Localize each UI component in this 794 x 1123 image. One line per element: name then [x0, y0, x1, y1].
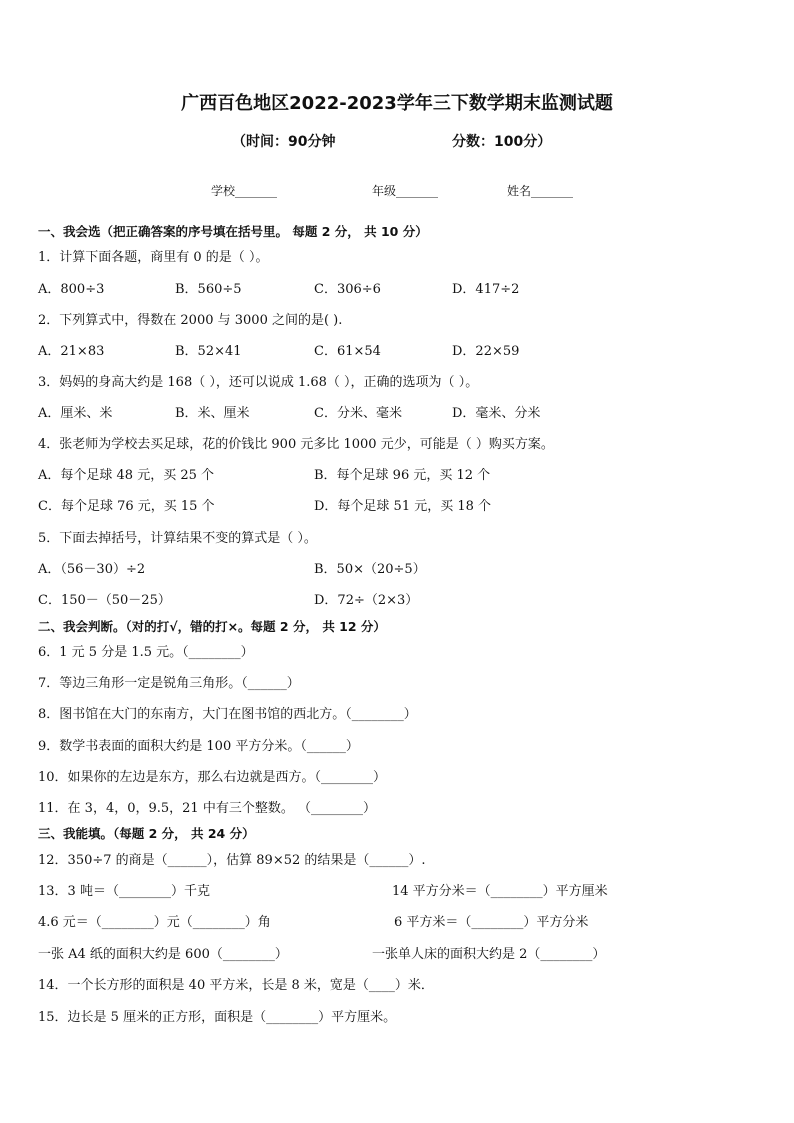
question-7: 7．等边三角形一定是锐角三角形。（______）: [38, 676, 300, 691]
option-c: C．306÷6: [314, 282, 381, 297]
option-b: B．每个足球 96 元，买 12 个: [314, 468, 491, 483]
page-title: 广西百色地区2022-2023学年三下数学期末监测试题: [181, 93, 613, 114]
question-4-stem: 4．张老师为学校去买足球，花的价钱比 900 元多比 1000 元少，可能是（ ）购买方案。: [38, 437, 554, 452]
section-heading-1: 一、我会选（把正确答案的序号填在括号里。 每题 2 分， 共 10 分）: [38, 224, 428, 239]
option-a: A．21×83: [38, 344, 105, 359]
grade-field: 年级_______: [372, 184, 439, 198]
question-6: 6．1 元 5 分是 1.5 元。（________）: [38, 645, 254, 660]
question-12: 12．350÷7 的商是（______），估算 89×52 的结果是（______）.: [38, 853, 426, 868]
option-a: A．（56－30）÷2: [38, 562, 146, 577]
question-3-stem: 3．妈妈的身高大约是 168（ ），还可以说成 1.68（ ），正确的选项为（ ）。: [38, 375, 479, 390]
question-15: 15．边长是 5 厘米的正方形，面积是（________）平方厘米。: [38, 1010, 397, 1025]
option-d: D．417÷2: [452, 282, 520, 297]
option-b: B．50×（20÷5）: [314, 562, 426, 577]
exam-score: 分数：100分）: [452, 134, 552, 150]
section-heading-3: 三、我能填。（每题 2 分， 共 24 分）: [38, 826, 255, 841]
question-2-stem: 2．下列算式中，得数在 2000 与 3000 之间的是( ).: [38, 313, 343, 328]
question-8: 8．图书馆在大门的东南方，大门在图书馆的西北方。（________）: [38, 707, 417, 722]
exam-time: （时间：90分钟: [232, 134, 336, 150]
option-b: B．52×41: [175, 344, 242, 359]
option-b: B．米、厘米: [175, 406, 250, 421]
option-c: C．150－（50－25）: [38, 593, 171, 608]
option-d: D．毫米、分米: [452, 406, 541, 421]
section-heading-2: 二、我会判断。（对的打√，错的打×。每题 2 分， 共 12 分）: [38, 619, 386, 634]
question-13-part-b: 14 平方分米＝（________）平方厘米: [392, 884, 608, 899]
school-field: 学校_______: [211, 184, 278, 198]
name-field: 姓名_______: [507, 184, 574, 198]
question-13-part-e: 一张 A4 纸的面积大约是 600（________）: [38, 947, 288, 962]
question-13-part-d: 6 平方米＝（________）平方分米: [394, 915, 589, 930]
option-a: A．厘米、米: [38, 406, 113, 421]
option-c: C．每个足球 76 元，买 15 个: [38, 499, 215, 514]
option-c: C．61×54: [314, 344, 381, 359]
question-11: 11．在 3，4，0，9.5，21 中有三个整数。 （________）: [38, 801, 376, 816]
question-13-part-c: 4.6 元＝（________）元（________）角: [38, 915, 271, 930]
option-d: D．22×59: [452, 344, 520, 359]
option-c: C．分米、毫米: [314, 406, 402, 421]
option-b: B．560÷5: [175, 282, 242, 297]
question-13-part-a: 13．3 吨＝（________）千克: [38, 884, 210, 899]
option-a: A．800÷3: [38, 282, 105, 297]
option-a: A．每个足球 48 元，买 25 个: [38, 468, 215, 483]
question-1-stem: 1．计算下面各题，商里有 0 的是（ ）。: [38, 250, 269, 265]
question-14: 14．一个长方形的面积是 40 平方米，长是 8 米，宽是（____）米．: [38, 978, 434, 993]
question-10: 10．如果你的左边是东方，那么右边就是西方。（________）: [38, 770, 387, 785]
option-d: D．每个足球 51 元，买 18 个: [314, 499, 492, 514]
option-d: D．72÷（2×3）: [314, 593, 419, 608]
question-13-part-f: 一张单人床的面积大约是 2（________）: [372, 947, 606, 962]
question-5-stem: 5．下面去掉括号，计算结果不变的算式是（ ）。: [38, 531, 317, 546]
question-9: 9．数学书表面的面积大约是 100 平方分米。（______）: [38, 739, 359, 754]
